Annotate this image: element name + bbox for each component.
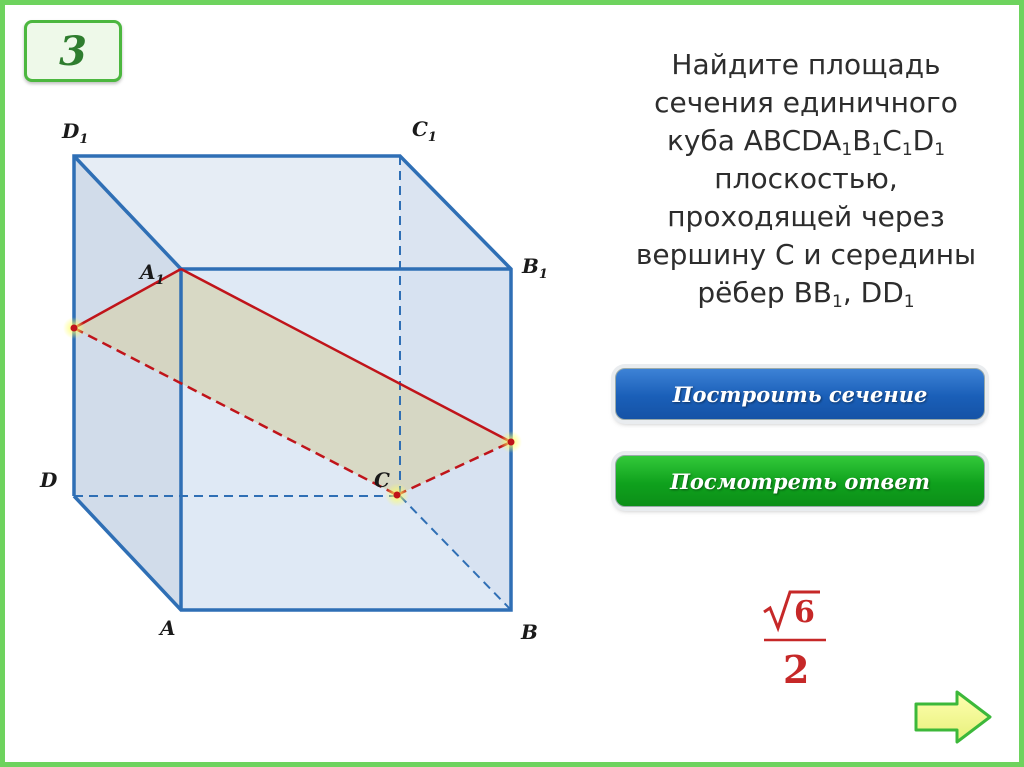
show-answer-button[interactable]: Посмотреть ответ [615,455,985,507]
label-B1: $B_1$ [522,254,548,282]
problem-line-4: плоскостью, [714,162,898,195]
label-D1: $D_1$ [62,119,89,147]
arrow-right-icon[interactable] [913,690,993,744]
problem-line-7: рёбер $BB_1$, $DD_1$ [697,276,915,312]
label-A1: $A_1$ [140,260,165,288]
problem-line-6: вершину C и середины [635,238,977,271]
task-number: 3 [59,27,87,75]
answer-radicand: 6 [794,595,815,630]
problem-statement [596,46,1016,312]
label-A: A [160,616,176,640]
problem-line-2: сечения единичного [654,86,958,119]
answer-denominator: 2 [783,647,810,690]
label-B: B [521,620,538,644]
problem-line-5: проходящей через [667,200,945,233]
problem-line-1: Найдите площадь [671,48,941,81]
label-D: D [40,468,58,492]
problem-line-3: куба $ABCDA_1B_1C_1D_1$ [666,124,946,160]
point-c [394,492,401,499]
point-bb1-midpoint [508,439,515,446]
label-C: C [374,468,390,492]
build-section-button[interactable]: Построить сечение [615,368,985,420]
label-C1: $C_1$ [412,117,437,145]
point-dd1-midpoint [71,325,78,332]
answer-fraction [758,590,838,690]
